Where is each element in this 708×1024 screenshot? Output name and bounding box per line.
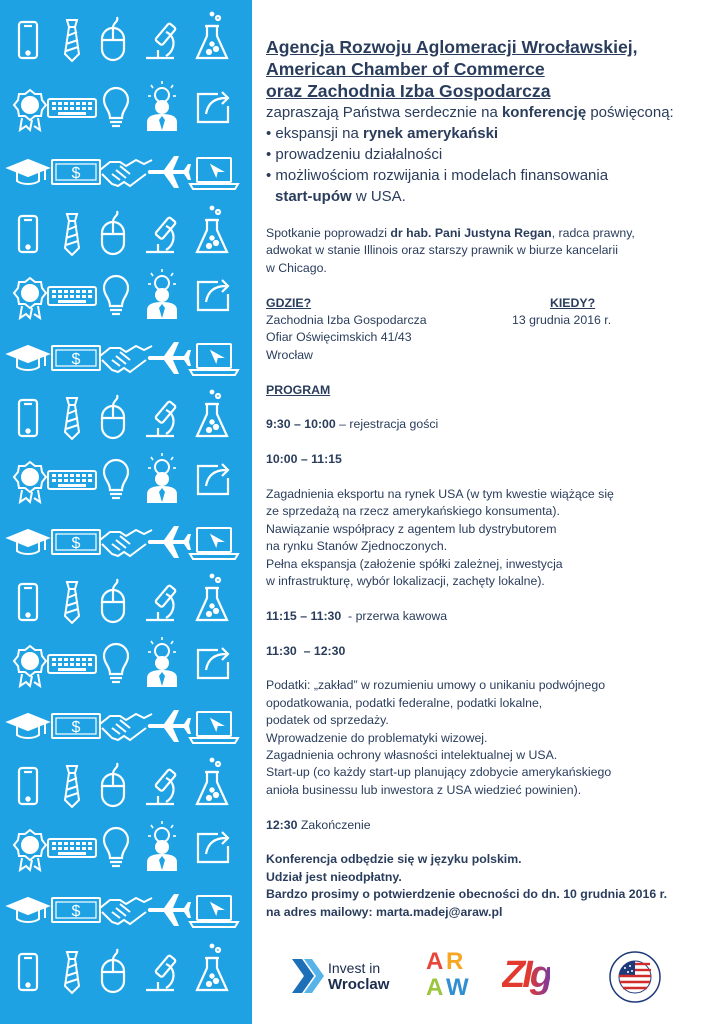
program-item-2-line: Nawiązanie współpracy z agentem lub dystrybutorem [266,521,557,536]
icon-row-4 [19,207,227,255]
bullet-1 [266,123,686,144]
program-item-4-line: Start-up (co każdy start-up planujący zdobycie amerykańskiego [266,765,612,780]
when-date: 13 grudnia 2016 r. [512,313,612,328]
icon-row-11 [14,637,228,686]
bullet-3: • możliwościom rozwijania i modelach finansowania [266,167,609,184]
invitation-line [266,102,686,123]
when-block [512,295,611,330]
note-language: Konferencja odbędzie się w języku polskim. [266,852,522,867]
host-line-2: adwokat w stanie Illinois oraz starszy prawnik w biurze kancelarii [266,243,618,258]
where-line-1: Zachodnia Izba Gospodarcza [266,313,427,328]
where-line-3: Wrocław [266,347,313,362]
program-item-1-text: – rejestracja gości [335,417,439,432]
bullet-1-bold: rynek amerykański [362,125,499,142]
program-item-4-line: anioła businessu lub inwestora z USA wiedzieć powinien). [266,782,582,797]
program-item-3-time: 11:15 – 11:30 [266,608,342,623]
icon-row-9 [8,526,238,559]
araw-letter-a2: A [426,974,444,1001]
where-line-2: Ofiar Oświęcimskich 41/43 [266,330,412,345]
program-item-5-text: Zakończenie [297,817,371,832]
chevron-logo-icon [290,955,326,997]
program-item-1 [266,416,686,433]
host-name: dr hab. Pani Justyna Regan [390,226,552,240]
icon-pattern-sidebar [0,0,252,1024]
icon-row-15 [8,894,238,927]
program-item-4-line: Podatki: „zakład” w rozumieniu umowy o unikaniu podwójnego [266,678,606,693]
icon-row-7 [19,391,227,439]
organizer-title-line-1: Agencja Rozwoju Aglomeracji Wrocławskiej, [266,37,638,57]
icon-row-8 [14,453,228,502]
svg-text:$: $ [71,719,81,736]
bullet-2: • prowadzeniu działalności [266,146,443,163]
bullet-3-end: w USA. [351,188,406,205]
program-item-2-time-text: 10:00 – 11:15 [266,452,342,467]
icon-row-3 [8,156,238,189]
icon-row-1 [19,13,227,61]
program-item-2-line: Pełna ekspansja (założenie spółki zależnej, inwestycja [266,556,563,571]
bullet-3-continuation [266,186,686,207]
host-line-1 [266,225,686,242]
araw-letter-a1: A [426,948,444,975]
icon-row-16 [19,945,227,993]
icon-row-14 [14,821,228,870]
program-item-4-time [266,643,686,660]
program-item-5 [266,817,686,834]
svg-text:$: $ [71,165,81,182]
program-item-3-text: - przerwa kawowa [341,608,448,623]
organizer-title-line-2: American Chamber of Commerce [266,59,545,79]
araw-letter-w: W [446,974,469,1001]
note-free: Udział jest nieodpłatny. [266,869,402,884]
program-item-4-line: podatek od sprzedaży. [266,713,389,728]
icon-row-5 [14,269,228,318]
note-email-prefix: na adres mailowy: [266,904,377,919]
amcham-sub-text [608,950,609,951]
araw-logo [426,950,472,1002]
startups-bold: start-upów [275,188,352,205]
partner-logos [286,948,686,1008]
svg-text:$: $ [71,351,81,368]
icon-row-10 [19,575,227,623]
program-item-4-line: Zagadnienia ochrony własności intelektualnej w USA. [266,748,558,763]
program-item-2-line: na rynku Stanów Zjednoczonych. [266,539,448,554]
host-line-3: w Chicago. [266,260,327,275]
invest-in-wroclaw-logo [290,952,400,1000]
note-rsvp: Bardzo prosimy o potwierdzenie obecności do dn. 10 grudnia 2016 r. [266,887,668,902]
icon-row-6 [8,342,238,375]
invite-text: zapraszają Państwa serdecznie na [266,104,502,121]
bullet-1-text: • ekspansji na [266,125,363,142]
conference-word: konferencję [501,104,587,121]
contact-email-link[interactable]: marta.madej@araw.pl [376,904,503,919]
invite-text-end: poświęconą: [586,104,674,121]
host-text: Spotkanie poprowadzi [266,226,391,240]
organizer-title-line-3: oraz Zachodnia Izba Gospodarcza [266,81,551,101]
program-item-1-time: 9:30 – 10:00 [266,417,336,432]
icon-row-13 [19,759,227,807]
where-label: GDZIE? [266,295,312,310]
amcham-logo [608,950,662,1004]
araw-letter-r: R [446,948,464,975]
when-label: KIEDY? [550,295,596,310]
program-item-2-line: ze sprzedażą na rzecz amerykańskiego konsumenta). [266,504,560,519]
program-item-2-time [266,451,686,468]
svg-text:$: $ [71,903,81,920]
where-block [266,295,686,365]
icon-row-2 [14,81,228,130]
program-item-2-line: Zagadnienia eksportu na rynek USA (w tym kwestie wiążące się [266,487,614,502]
icon-grid [0,0,252,1024]
invest-line-1: Invest in [328,960,381,976]
program-item-4-line: Wprowadzenie do problematyki wizowej. [266,730,488,745]
program-heading: PROGRAM [266,382,331,397]
host-role: , radca prawny, [551,226,635,240]
program-item-3 [266,608,686,625]
zig-logo [502,954,566,1000]
invitation-content [266,36,686,921]
zig-wordmark: ZIg [502,954,550,996]
program-item-4-line: opodatkowania, podatki federalne, podatki lokalne, [266,695,543,710]
amcham-seal-icon [608,950,662,1004]
program-item-5-time: 12:30 [266,817,298,832]
note-email-line [266,904,686,921]
program-item-2-line: w infrastrukturę, wybór lokalizacji, zachęty lokalne). [266,574,545,589]
program-item-4-time-text: 11:30 – 12:30 [266,643,346,658]
icon-row-12 [8,710,238,743]
invest-line-2: Wroclaw [328,976,390,993]
where-when-block [266,295,686,365]
svg-text:$: $ [71,535,81,552]
